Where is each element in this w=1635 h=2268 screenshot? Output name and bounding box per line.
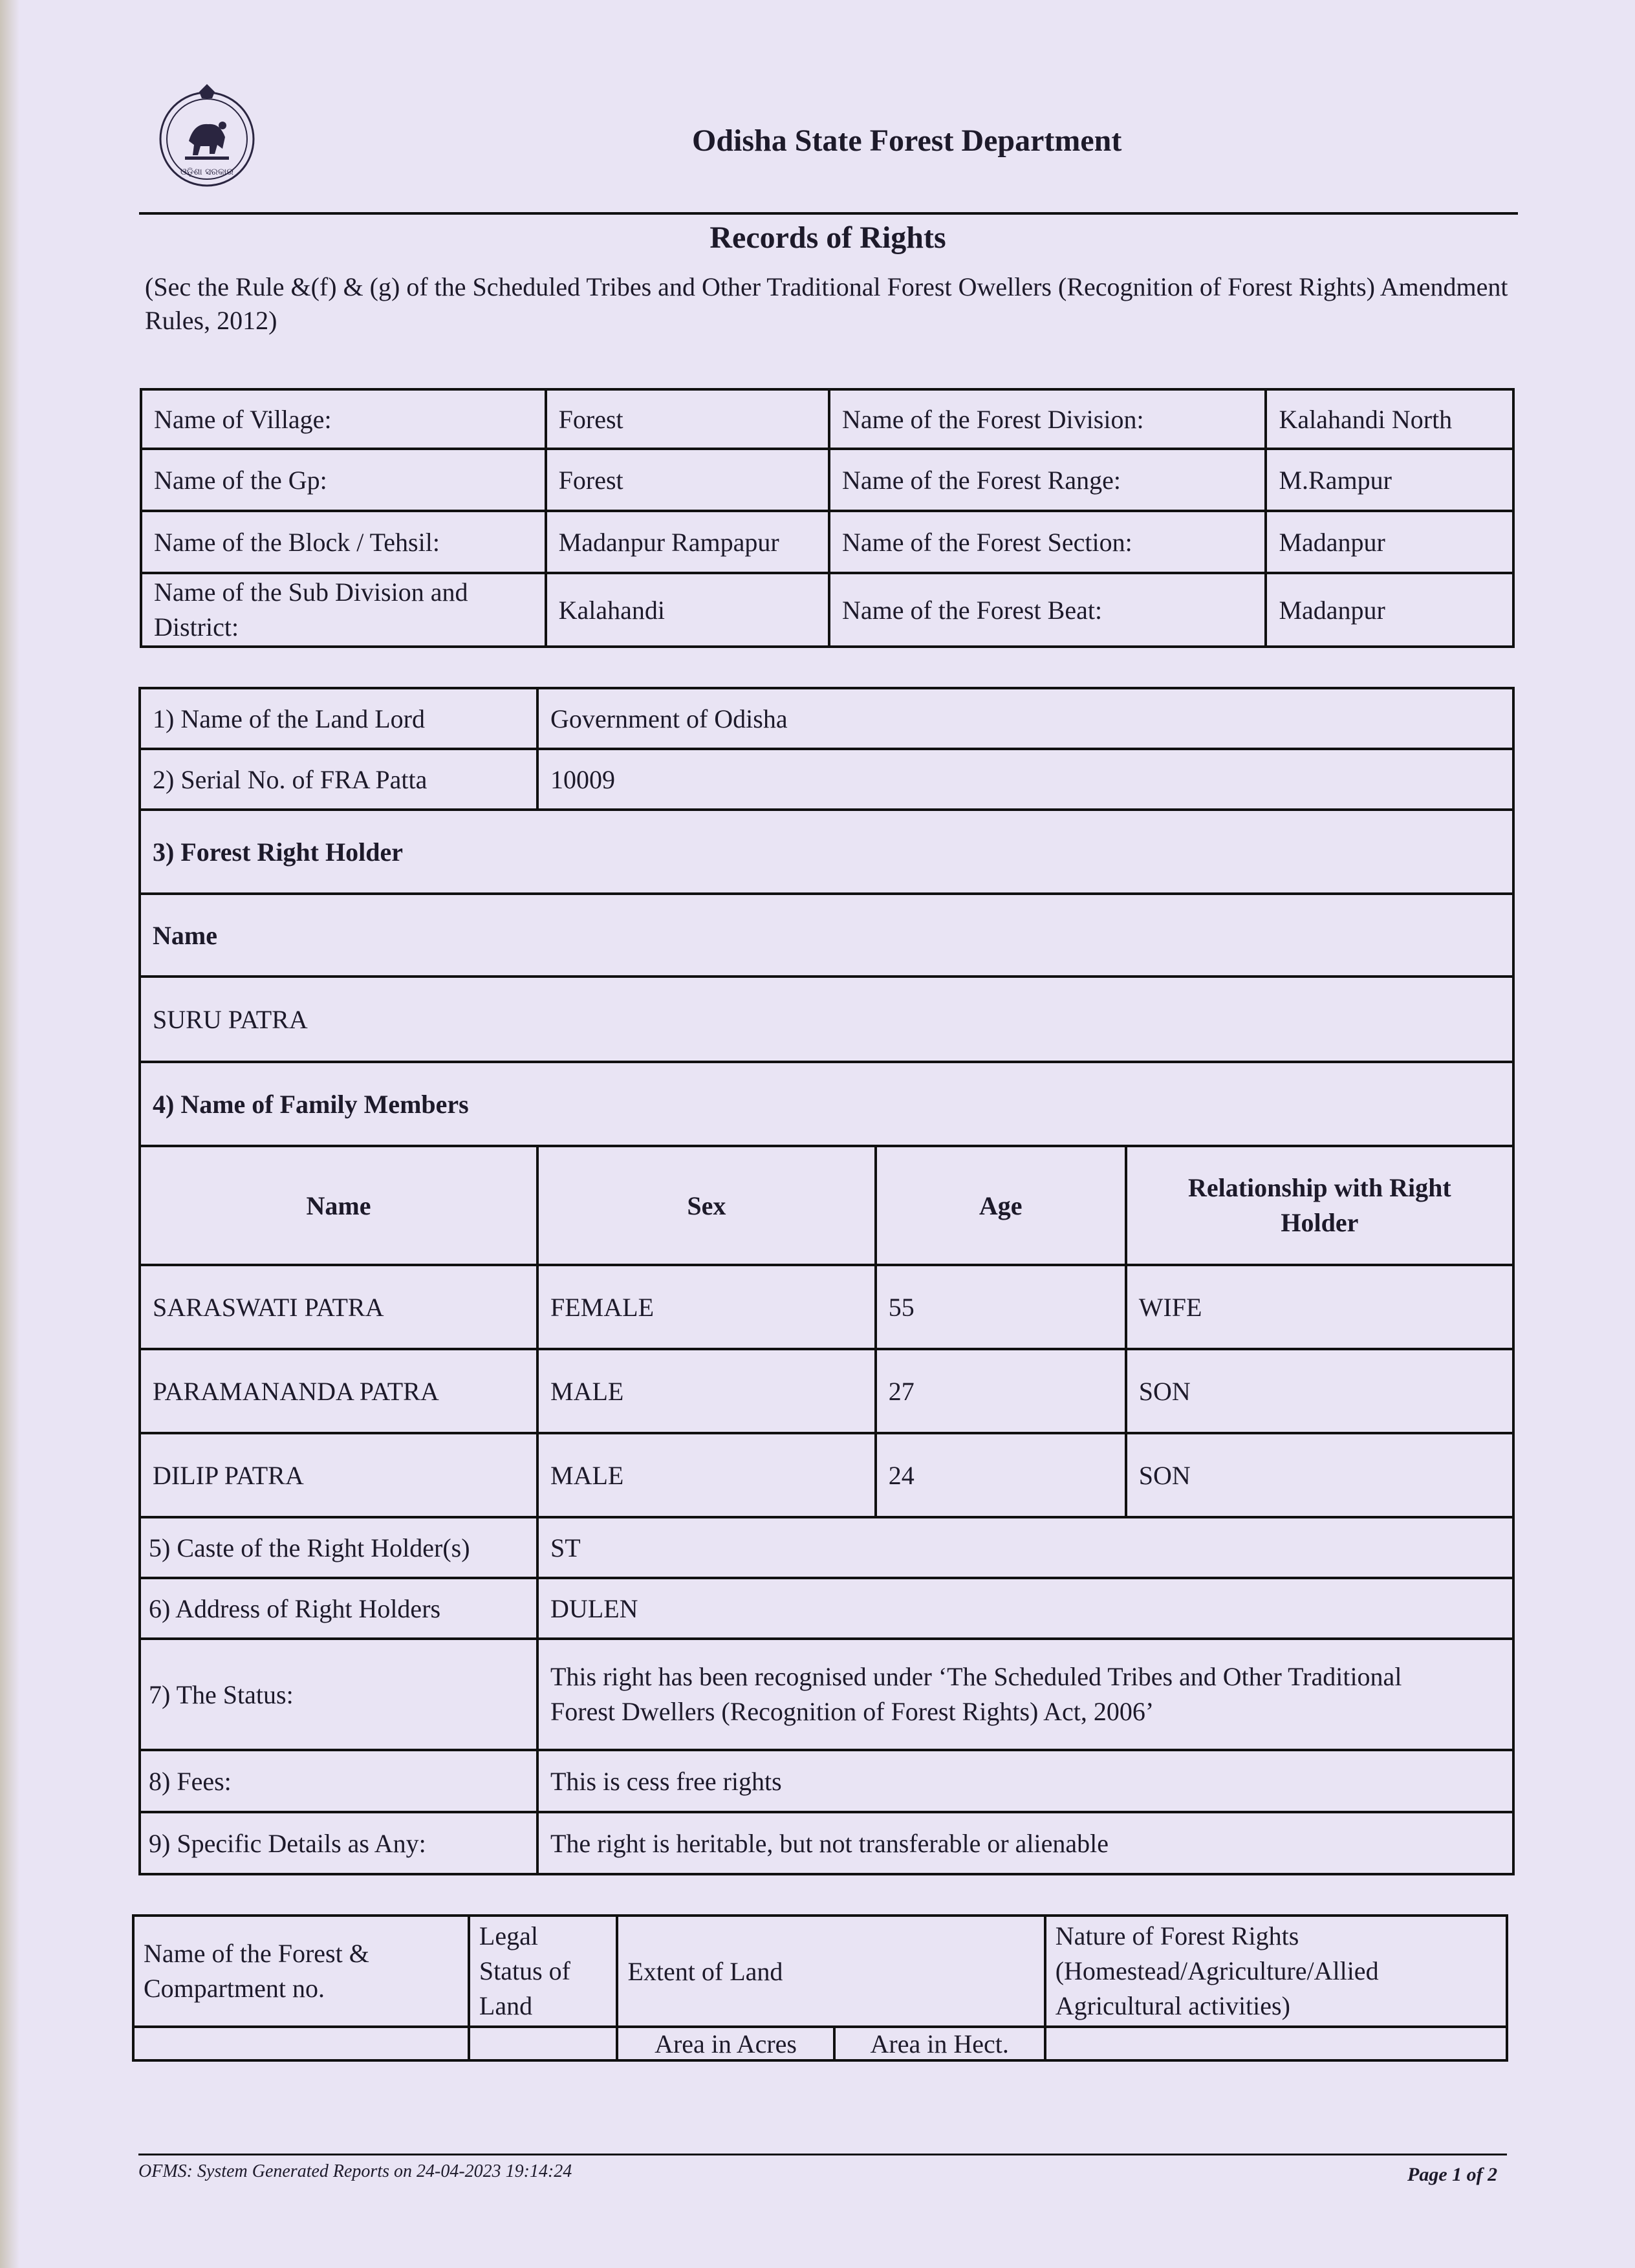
fees-value: This is cess free rights <box>537 1750 1513 1812</box>
status-label: 7) The Status: <box>140 1639 537 1750</box>
family-member-age: 24 <box>876 1433 1126 1517</box>
area-acres-label: Area in Acres <box>617 2027 834 2060</box>
status-text-line1: This right has been recognised under ‘The Scheduled Tribes and Other Traditional <box>550 1662 1402 1691</box>
legal-status-value <box>469 2027 618 2060</box>
location-table <box>140 388 1515 648</box>
family-col-age: Age <box>876 1146 1126 1265</box>
landlord-value: Government of Odisha <box>537 688 1513 749</box>
landlord-label: 1) Name of the Land Lord <box>140 688 537 749</box>
family-member-relation: SON <box>1126 1433 1513 1517</box>
family-heading: 4) Name of Family Members <box>140 1062 1513 1146</box>
village-label: Name of Village: <box>141 389 546 449</box>
beat-label: Name of the Forest Beat: <box>829 573 1266 647</box>
department-title: Odisha State Forest Department <box>692 124 1122 158</box>
fees-label: 8) Fees: <box>140 1750 537 1812</box>
family-member-sex: MALE <box>537 1349 876 1433</box>
footer-generated: OFMS: System Generated Reports on 24-04-2023 19:14:24 <box>138 2161 572 2181</box>
family-member-name: SARASWATI PATRA <box>140 1265 537 1349</box>
compartment-label: Name of the Forest & Compartment no. <box>133 1916 469 2027</box>
serial-label: 2) Serial No. of FRA Patta <box>140 749 537 810</box>
compartment-value <box>133 2027 469 2060</box>
table-row <box>140 1349 1513 1433</box>
section-value: Madanpur <box>1266 511 1513 573</box>
address-value: DULEN <box>537 1578 1513 1639</box>
family-member-sex: FEMALE <box>537 1265 876 1349</box>
header-rule <box>139 212 1518 215</box>
footer-rule <box>138 2154 1507 2155</box>
section-label: Name of the Forest Section: <box>829 511 1266 573</box>
family-member-relation: SON <box>1126 1349 1513 1433</box>
range-label: Name of the Forest Range: <box>829 449 1266 511</box>
family-member-name: DILIP PATRA <box>140 1433 537 1517</box>
page-subtitle: (Sec the Rule &(f) & (g) of the Scheduled Tribes and Other Traditional Forest Owellers (Recognition of Forest Rights) Amendment Rules, 2012) <box>145 272 1508 335</box>
land-table <box>132 1914 1508 2062</box>
beat-value: Madanpur <box>1266 573 1513 647</box>
details-table <box>138 687 1515 1875</box>
division-value: Kalahandi North <box>1266 389 1513 449</box>
address-label: 6) Address of Right Holders <box>140 1578 537 1639</box>
subdivision-label: Name of the Sub Division and District: <box>141 573 546 647</box>
family-col-sex: Sex <box>537 1146 876 1265</box>
nature-label: Nature of Forest Rights (Homestead/Agriculture/Allied Agricultural activities) <box>1045 1916 1507 2027</box>
serial-value: 10009 <box>537 749 1513 810</box>
village-value: Forest <box>546 389 829 449</box>
emblem-text: ଓଡ଼ିଶା ସରକାର <box>180 167 233 177</box>
family-col-relation: Relationship with Right Holder <box>1126 1146 1513 1265</box>
block-value: Madanpur Rampapur <box>546 511 829 573</box>
family-col-name: Name <box>140 1146 537 1265</box>
holder-heading: 3) Forest Right Holder <box>140 810 1513 894</box>
division-label: Name of the Forest Division: <box>829 389 1266 449</box>
extent-label: Extent of Land <box>617 1916 1045 2027</box>
legal-status-label: Legal Status of Land <box>469 1916 618 2027</box>
specific-label: 9) Specific Details as Any: <box>140 1812 537 1874</box>
family-member-age: 55 <box>876 1265 1126 1349</box>
specific-value: The right is heritable, but not transferable or alienable <box>537 1812 1513 1874</box>
caste-label: 5) Caste of the Right Holder(s) <box>140 1517 537 1578</box>
page-number: Page 1 of 2 <box>1407 2164 1498 2185</box>
paper-edge-shadow <box>0 0 19 2268</box>
table-row <box>140 1433 1513 1517</box>
nature-value <box>1045 2027 1507 2060</box>
block-label: Name of the Block / Tehsil: <box>141 511 546 573</box>
family-member-sex: MALE <box>537 1433 876 1517</box>
table-row <box>140 1265 1513 1349</box>
page-title: Records of Rights <box>709 221 946 255</box>
family-member-name: PARAMANANDA PATRA <box>140 1349 537 1433</box>
caste-value: ST <box>537 1517 1513 1578</box>
odisha-emblem-icon <box>155 78 259 194</box>
subdivision-value: Kalahandi <box>546 573 829 647</box>
gp-value: Forest <box>546 449 829 511</box>
holder-name: SURU PATRA <box>140 977 1513 1062</box>
range-value: M.Rampur <box>1266 449 1513 511</box>
area-hect-label: Area in Hect. <box>834 2027 1045 2060</box>
family-member-relation: WIFE <box>1126 1265 1513 1349</box>
gp-label: Name of the Gp: <box>141 449 546 511</box>
family-member-age: 27 <box>876 1349 1126 1433</box>
status-text-line2: Forest Dwellers (Recognition of Forest Rights) Act, 2006’ <box>550 1697 1154 1726</box>
holder-name-heading: Name <box>140 894 1513 977</box>
